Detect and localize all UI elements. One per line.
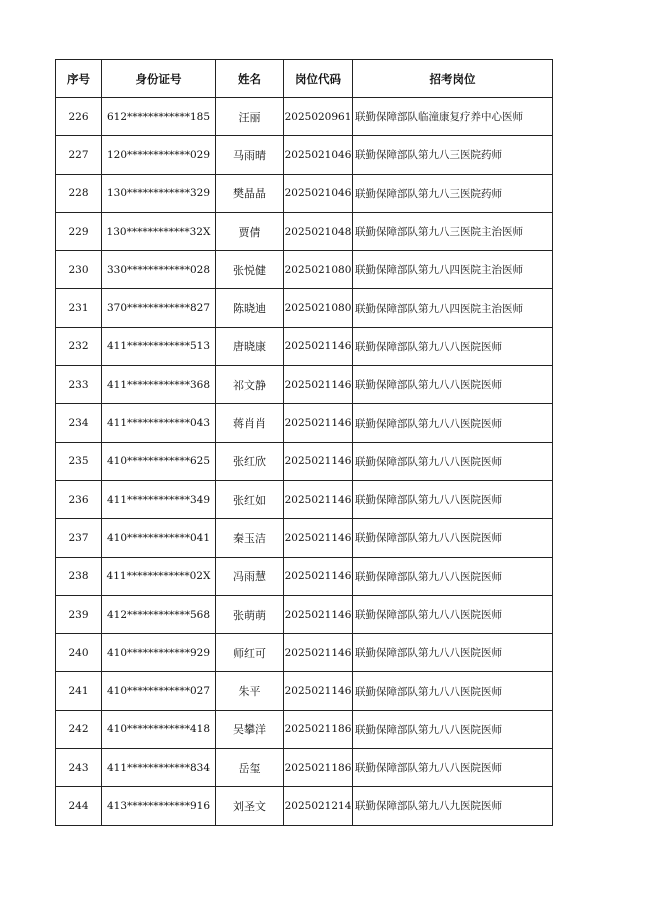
cell-name: 岳玺 — [216, 749, 284, 787]
header-seq: 序号 — [56, 60, 102, 98]
cell-name: 张萌萌 — [216, 595, 284, 633]
cell-post: 联勤保障部队第九八八医院医师 — [353, 480, 553, 518]
cell-id: 411************349 — [102, 480, 216, 518]
cell-code: 2025020961 — [284, 98, 353, 136]
cell-seq: 232 — [56, 327, 102, 365]
cell-code: 2025021146 — [284, 366, 353, 404]
cell-code: 2025021214 — [284, 787, 353, 825]
cell-id: 370************827 — [102, 289, 216, 327]
cell-post: 联勤保障部队临潼康复疗养中心医师 — [353, 98, 553, 136]
cell-post: 联勤保障部队第九八四医院主治医师 — [353, 251, 553, 289]
table-row — [56, 749, 553, 787]
cell-id: 411************043 — [102, 404, 216, 442]
cell-id: 411************513 — [102, 327, 216, 365]
header-code: 岗位代码 — [284, 60, 353, 98]
cell-seq: 243 — [56, 749, 102, 787]
cell-post: 联勤保障部队第九八八医院医师 — [353, 327, 553, 365]
cell-seq: 234 — [56, 404, 102, 442]
cell-seq: 241 — [56, 672, 102, 710]
cell-id: 411************834 — [102, 749, 216, 787]
table-row — [56, 634, 553, 672]
table-row — [56, 136, 553, 174]
cell-code: 2025021146 — [284, 442, 353, 480]
table-body — [56, 98, 553, 826]
cell-seq: 239 — [56, 595, 102, 633]
cell-id: 410************929 — [102, 634, 216, 672]
cell-seq: 228 — [56, 174, 102, 212]
cell-code: 2025021186 — [284, 749, 353, 787]
cell-code: 2025021080 — [284, 289, 353, 327]
cell-seq: 235 — [56, 442, 102, 480]
cell-post: 联勤保障部队第九八八医院医师 — [353, 366, 553, 404]
table-row — [56, 327, 553, 365]
cell-code: 2025021186 — [284, 710, 353, 748]
table-row — [56, 595, 553, 633]
cell-name: 朱平 — [216, 672, 284, 710]
cell-post: 联勤保障部队第九八八医院医师 — [353, 404, 553, 442]
cell-code: 2025021046 — [284, 136, 353, 174]
cell-code: 2025021146 — [284, 519, 353, 557]
cell-name: 蒋肖肖 — [216, 404, 284, 442]
cell-id: 612************185 — [102, 98, 216, 136]
header-row — [56, 60, 553, 98]
cell-code: 2025021146 — [284, 595, 353, 633]
cell-code: 2025021146 — [284, 672, 353, 710]
cell-seq: 230 — [56, 251, 102, 289]
header-id: 身份证号 — [102, 60, 216, 98]
cell-name: 冯雨慧 — [216, 557, 284, 595]
cell-post: 联勤保障部队第九八三医院药师 — [353, 174, 553, 212]
cell-id: 410************625 — [102, 442, 216, 480]
table-row — [56, 672, 553, 710]
table-row — [56, 98, 553, 136]
cell-post: 联勤保障部队第九八四医院主治医师 — [353, 289, 553, 327]
cell-name: 师红可 — [216, 634, 284, 672]
cell-code: 2025021146 — [284, 557, 353, 595]
table-row — [56, 557, 553, 595]
cell-name: 陈晓迪 — [216, 289, 284, 327]
cell-id: 410************041 — [102, 519, 216, 557]
cell-id: 411************368 — [102, 366, 216, 404]
header-post: 招考岗位 — [353, 60, 553, 98]
cell-name: 张红如 — [216, 480, 284, 518]
cell-name: 刘圣文 — [216, 787, 284, 825]
cell-name: 汪丽 — [216, 98, 284, 136]
cell-code: 2025021080 — [284, 251, 353, 289]
table-row — [56, 289, 553, 327]
table-row — [56, 519, 553, 557]
cell-id: 411************02X — [102, 557, 216, 595]
table-row — [56, 442, 553, 480]
cell-id: 130************32X — [102, 212, 216, 250]
cell-post: 联勤保障部队第九八八医院医师 — [353, 672, 553, 710]
cell-seq: 238 — [56, 557, 102, 595]
cell-post: 联勤保障部队第九八八医院医师 — [353, 595, 553, 633]
cell-code: 2025021146 — [284, 634, 353, 672]
cell-name: 马雨晴 — [216, 136, 284, 174]
cell-name: 樊晶晶 — [216, 174, 284, 212]
cell-post: 联勤保障部队第九八八医院医师 — [353, 442, 553, 480]
cell-seq: 236 — [56, 480, 102, 518]
cell-seq: 237 — [56, 519, 102, 557]
cell-id: 413************916 — [102, 787, 216, 825]
cell-id: 120************029 — [102, 136, 216, 174]
table-row — [56, 174, 553, 212]
cell-seq: 226 — [56, 98, 102, 136]
table-row — [56, 710, 553, 748]
table-row — [56, 787, 553, 825]
cell-name: 张悦健 — [216, 251, 284, 289]
cell-id: 130************329 — [102, 174, 216, 212]
cell-name: 张红欣 — [216, 442, 284, 480]
cell-code: 2025021046 — [284, 174, 353, 212]
cell-post: 联勤保障部队第九八八医院医师 — [353, 519, 553, 557]
cell-name: 祁文静 — [216, 366, 284, 404]
cell-post: 联勤保障部队第九八八医院医师 — [353, 749, 553, 787]
cell-seq: 244 — [56, 787, 102, 825]
cell-id: 410************418 — [102, 710, 216, 748]
cell-seq: 229 — [56, 212, 102, 250]
cell-seq: 233 — [56, 366, 102, 404]
cell-seq: 227 — [56, 136, 102, 174]
cell-seq: 240 — [56, 634, 102, 672]
cell-post: 联勤保障部队第九八九医院医师 — [353, 787, 553, 825]
cell-post: 联勤保障部队第九八八医院医师 — [353, 557, 553, 595]
cell-name: 秦玉洁 — [216, 519, 284, 557]
cell-name: 贾倩 — [216, 212, 284, 250]
header-name: 姓名 — [216, 60, 284, 98]
cell-code: 2025021146 — [284, 327, 353, 365]
cell-post: 联勤保障部队第九八三医院主治医师 — [353, 212, 553, 250]
cell-id: 412************568 — [102, 595, 216, 633]
table-row — [56, 366, 553, 404]
cell-code: 2025021048 — [284, 212, 353, 250]
cell-post: 联勤保障部队第九八八医院医师 — [353, 634, 553, 672]
table-row — [56, 480, 553, 518]
cell-id: 330************028 — [102, 251, 216, 289]
cell-name: 吴攀洋 — [216, 710, 284, 748]
table-row — [56, 404, 553, 442]
cell-post: 联勤保障部队第九八三医院药师 — [353, 136, 553, 174]
cell-id: 410************027 — [102, 672, 216, 710]
table-header — [56, 60, 553, 98]
candidate-table — [55, 59, 553, 826]
cell-code: 2025021146 — [284, 480, 353, 518]
cell-post: 联勤保障部队第九八八医院医师 — [353, 710, 553, 748]
cell-name: 唐晓康 — [216, 327, 284, 365]
cell-seq: 231 — [56, 289, 102, 327]
table-row — [56, 251, 553, 289]
cell-code: 2025021146 — [284, 404, 353, 442]
cell-seq: 242 — [56, 710, 102, 748]
table-row — [56, 212, 553, 250]
